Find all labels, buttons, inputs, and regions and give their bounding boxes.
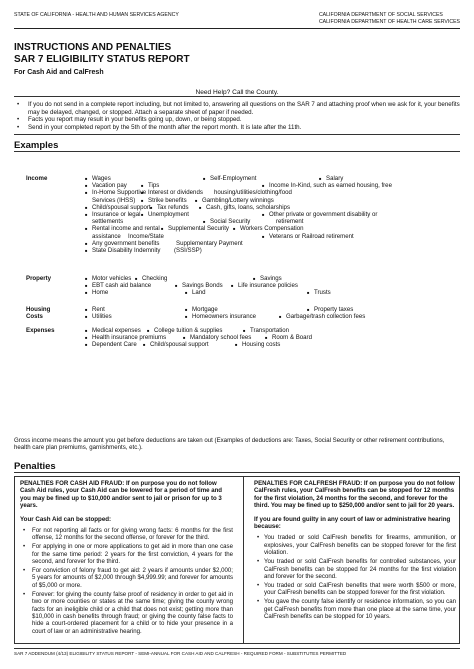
title-line1: INSTRUCTIONS AND PENALTIES bbox=[14, 42, 172, 53]
property-item: ■ Land bbox=[192, 289, 206, 296]
income-item: ■ Rental income and rental bbox=[92, 225, 160, 232]
cash-aid-item bbox=[20, 591, 233, 635]
agency-right-line2: CALIFORNIA DEPARTMENT OF HEALTH CARE SERVICES bbox=[318, 18, 460, 25]
calfresh-fraud-text: PENALTIES FOR CALFRESH FRAUD: If on purpose you do not follow CalFresh rules, your CalFresh benefits can be stopped for 12 months for the first violation, 24 months for the second, and forever for the third. You may be fined up to $250,000 and/or sent to jail for 20 years. bbox=[254, 480, 455, 510]
income-item: ■ Wages bbox=[92, 175, 111, 182]
income-item: ■ Income In-Kind, such as earned housing, free bbox=[269, 182, 392, 189]
calfresh-item bbox=[254, 558, 456, 580]
calfresh-item bbox=[254, 582, 456, 597]
income-item-cont: (SSI/SSP) bbox=[174, 247, 202, 254]
housing-item: ■ Mortgage bbox=[192, 306, 218, 313]
instruction-text: Send in your completed report by the 5th of the month after the report month. It is late after the 11th. bbox=[28, 123, 302, 131]
expense-item: ■ Mandatory school fees bbox=[190, 334, 251, 341]
agency-right-line1: CALIFORNIA DEPARTMENT OF SOCIAL SERVICES bbox=[318, 12, 443, 18]
examples-title: Examples bbox=[14, 140, 59, 152]
penalties-divider bbox=[14, 472, 460, 473]
cash-aid-list bbox=[20, 527, 233, 635]
income-item: ■ Any government benefits bbox=[92, 240, 159, 247]
housing-item: ■ Property taxes bbox=[314, 306, 353, 313]
calfresh-list bbox=[254, 534, 456, 620]
income-item-cont: Income/State bbox=[128, 232, 164, 240]
help-text: Need Help? Call the County. bbox=[195, 89, 279, 96]
income-item: ■ Tax refunds bbox=[157, 204, 189, 211]
penalties-title: Penalties bbox=[14, 461, 56, 472]
income-item: ■ Supplemental Security bbox=[168, 225, 229, 232]
housing-label-line1: Housing bbox=[26, 306, 51, 313]
cash-aid-stopped-heading: Your Cash Aid can be stopped: bbox=[20, 515, 112, 523]
cash-aid-item bbox=[20, 567, 233, 589]
income-item-cont: settlements bbox=[92, 218, 124, 226]
property-item: ■ Savings Bonds bbox=[182, 282, 223, 289]
income-label: Income bbox=[26, 175, 48, 182]
cash-aid-item-text: Forever: for giving the county false proof of residency in order to get aid in two or more counties or states at the same time; giving the county wrong facts for an ineligible child or a child that does not exist; getting more than $10,000 in cash benefits through fraud; or giving the county false facts to hide a court-ordered placement for a child or to hide your presence in a court of law or an administrative hearing. bbox=[32, 590, 233, 635]
income-item: ■ Cash, gifts, loans, scholarships bbox=[206, 204, 290, 211]
housing-label bbox=[26, 306, 50, 320]
calfresh-item bbox=[254, 534, 456, 556]
expense-item: ■ Health insurance premiums bbox=[92, 334, 166, 341]
expense-item: ■ Room & Board bbox=[272, 334, 312, 341]
property-item: ■ Checking bbox=[142, 275, 167, 282]
cash-aid-item bbox=[20, 527, 233, 542]
housing-item: ■ Homeowners insurance bbox=[192, 313, 256, 320]
property-item: ■ Trusts bbox=[314, 289, 331, 296]
cash-aid-item bbox=[20, 543, 233, 565]
cash-aid-item-text: For applying in one or more applications to get aid in more than one case for the same time period: 2 years for the first conviction, 4 years for the second, and forever for the third. bbox=[32, 543, 233, 566]
income-item: ■ Strike benefits bbox=[148, 197, 187, 204]
housing-item: ■ Utilities bbox=[92, 313, 112, 320]
calfresh-item-text: You gave the county false identify or residence information, so you can get CalFresh benefits from more than one place at the same time, your CalFresh benefits can be stopped for 10 years. bbox=[264, 598, 456, 620]
penalties-box bbox=[14, 476, 460, 644]
income-item: ■ Interest or dividends bbox=[148, 189, 203, 196]
cash-aid-item-text: For conviction of felony fraud to get aid: 2 years if amounts under $2,000; 5 years for amounts of $2,000 through $4,999.99; and forever for amounts of $5,000 or more. bbox=[32, 567, 233, 589]
agency-left: STATE OF CALIFORNIA - HEALTH AND HUMAN SERVICES AGENCY bbox=[14, 12, 179, 18]
income-item: ■ Social Security bbox=[210, 218, 250, 225]
form-footer: SAR 7 ADDENDUM (4/13) ELIGIBILITY STATUS REPORT - SEMI-ANNUAL FOR CASH AID AND CALFRESH - REQUIRED FORM - SUBSTITUTES PERMITTED bbox=[14, 648, 460, 656]
housing-item: ■ Garbage/trash collection fees bbox=[286, 313, 365, 320]
income-item-cont: Supplementary Payment bbox=[176, 239, 243, 247]
calfresh-item-text: You traded or sold CalFresh benefits that were worth $500 or more, your CalFresh benefits can be stopped forever for the first violation. bbox=[264, 581, 456, 597]
income-item: ■ Unemployment bbox=[148, 211, 189, 218]
title-line2: SAR 7 ELIGIBILITY STATUS REPORT bbox=[14, 54, 190, 65]
property-item: ■ EBT cash aid balance bbox=[92, 282, 151, 289]
cash-aid-penalties bbox=[20, 480, 233, 637]
income-item: ■ State Disability Indemnity bbox=[92, 247, 160, 254]
income-item: ■ Child/spousal support bbox=[92, 204, 151, 211]
income-item-cont: assistance bbox=[92, 232, 121, 240]
income-item: ■ Self-Employment bbox=[210, 175, 256, 182]
expense-item: ■ Dependent Care bbox=[92, 341, 137, 348]
gross-income-note: Gross income means the amount you get before deductions are taken out (Examples of deductions are: Taxes, Social Security or other retirement contributions, health care plan premiums, garnishments, etc.). bbox=[14, 437, 445, 452]
income-item-cont: retirement bbox=[276, 218, 304, 226]
cash-aid-fraud-text: PENALTIES FOR CASH AID FRAUD: If on purpose you do not follow Cash Aid rules, your Cash Aid can be lowered for a period of time and you may be fined up to $10,000 and/or sent to jail or prison for up to 3 years. bbox=[20, 480, 223, 510]
income-item-cont: housing/utilities/clothing/food bbox=[214, 189, 292, 197]
housing-label-line2: Costs bbox=[26, 313, 43, 321]
calfresh-penalties bbox=[254, 480, 456, 622]
instruction-text: Facts you report may result in your benefits going up, down, or being stopped. bbox=[28, 116, 242, 124]
income-item: ■ In-Home Supportive bbox=[92, 189, 146, 196]
income-item: ■ Tips bbox=[148, 182, 159, 189]
income-item: ■ Veterans or Railroad retirement bbox=[269, 233, 354, 240]
housing-item: ■ Rent bbox=[92, 306, 105, 313]
page-subtitle: For Cash Aid and CalFresh bbox=[14, 69, 104, 76]
calfresh-item bbox=[254, 598, 456, 620]
income-item: ■ Other private or government disability or bbox=[269, 211, 377, 218]
expenses-label: Expenses bbox=[26, 327, 55, 334]
penalties-column-divider bbox=[243, 477, 244, 643]
income-item: ■ Vacation pay bbox=[92, 182, 127, 189]
instruction-text: If you do not send in a complete report including, but not limited to, answering all questions on the SAR 7 and attaching proof when we ask for it, your benefits may be delayed, changed, or stopped. Attach a separate sheet of paper if needed. bbox=[28, 101, 460, 116]
expense-item: ■ Housing costs bbox=[242, 341, 280, 348]
property-item: ■ Home bbox=[92, 289, 108, 296]
calfresh-heading: If you are found guilty in any court of law or administrative hearing because: bbox=[254, 515, 451, 531]
expense-item: ■ College tuition & supplies bbox=[154, 327, 222, 334]
income-item: ■ Gambling/Lottery winnings bbox=[202, 197, 274, 204]
property-item: ■ Savings bbox=[260, 275, 282, 282]
calfresh-item-text: You traded or sold CalFresh benefits for controlled substances, your CalFresh benefits can be stopped for 24 months for the first violation and forever for the second. bbox=[264, 558, 456, 580]
cash-aid-item-text: For not reporting all facts or for giving wrong facts: 6 months for the first offense, 12 months for the second offense, or forever for the third. bbox=[32, 527, 233, 542]
expense-item: ■ Medical expenses bbox=[92, 327, 141, 334]
property-item: ■ Life insurance policies bbox=[238, 282, 298, 289]
expense-item: ■ Child/spousal support bbox=[150, 341, 209, 348]
expense-item: ■ Transportation bbox=[250, 327, 289, 334]
income-item: ■ Salary bbox=[326, 175, 343, 182]
income-item: ■ Insurance or legal bbox=[92, 211, 140, 218]
property-label: Property bbox=[26, 275, 52, 282]
property-item: ■ Motor vehicles bbox=[92, 275, 131, 282]
income-item-cont: Services (IHSS) bbox=[92, 196, 136, 204]
calfresh-item-text: You traded or sold CalFresh benefits for firearms, ammunition, or explosives, your CalFresh benefits can be stopped forever for the first violation. bbox=[264, 534, 456, 557]
income-item: ■ Workers Compensation bbox=[240, 225, 304, 232]
